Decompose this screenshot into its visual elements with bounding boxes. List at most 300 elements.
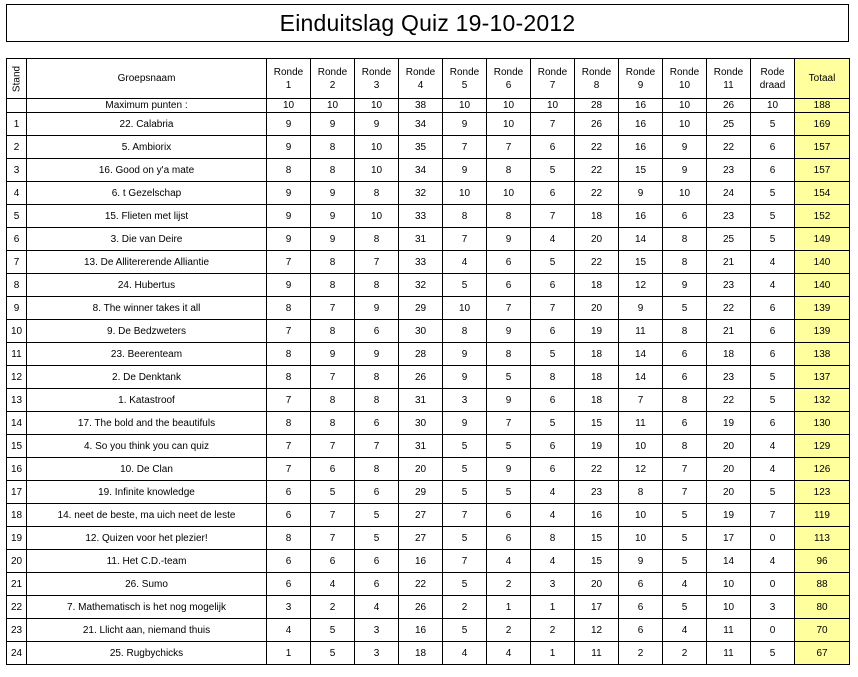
- score-cell: 4: [311, 573, 355, 596]
- stand-cell: 8: [7, 274, 27, 297]
- round-header: Ronde 9: [619, 59, 663, 99]
- score-cell: 4: [267, 619, 311, 642]
- stand-cell: 24: [7, 642, 27, 665]
- total-cell: 140: [795, 251, 850, 274]
- score-cell: 7: [267, 458, 311, 481]
- score-cell: 10: [443, 297, 487, 320]
- score-cell: 4: [531, 228, 575, 251]
- team-name-cell: 1. Katastroof: [27, 389, 267, 412]
- score-cell: 6: [531, 389, 575, 412]
- score-cell: 9: [663, 159, 707, 182]
- score-cell: 9: [487, 228, 531, 251]
- score-cell: 8: [267, 343, 311, 366]
- team-name-cell: 14. neet de beste, ma uich neet de leste: [27, 504, 267, 527]
- score-cell: 21: [707, 251, 751, 274]
- score-cell: 0: [751, 619, 795, 642]
- stand-cell: 15: [7, 435, 27, 458]
- score-cell: 6: [355, 550, 399, 573]
- score-cell: 5: [531, 343, 575, 366]
- team-name-cell: 21. Llicht aan, niemand thuis: [27, 619, 267, 642]
- score-cell: 15: [619, 251, 663, 274]
- total-cell: 152: [795, 205, 850, 228]
- score-cell: 9: [267, 274, 311, 297]
- total-cell: 126: [795, 458, 850, 481]
- score-cell: 12: [619, 274, 663, 297]
- table-row: [7, 366, 850, 389]
- score-cell: 6: [531, 274, 575, 297]
- stand-cell: 14: [7, 412, 27, 435]
- score-cell: 9: [267, 228, 311, 251]
- score-cell: 22: [575, 251, 619, 274]
- score-cell: 5: [663, 596, 707, 619]
- score-cell: 10: [487, 113, 531, 136]
- total-cell: 113: [795, 527, 850, 550]
- round-header: Ronde 3: [355, 59, 399, 99]
- score-cell: 9: [267, 205, 311, 228]
- stand-cell: 10: [7, 320, 27, 343]
- score-cell: 23: [575, 481, 619, 504]
- table-row: [7, 458, 850, 481]
- score-cell: 1: [531, 596, 575, 619]
- score-cell: 4: [663, 573, 707, 596]
- score-cell: 8: [267, 159, 311, 182]
- max-points-cell: 10: [751, 99, 795, 113]
- score-cell: 10: [663, 113, 707, 136]
- score-cell: 8: [355, 389, 399, 412]
- score-cell: 22: [707, 136, 751, 159]
- totaal-header: Totaal: [795, 59, 850, 99]
- score-cell: 6: [619, 573, 663, 596]
- score-cell: 18: [575, 389, 619, 412]
- max-points-cell: 28: [575, 99, 619, 113]
- total-cell: 139: [795, 297, 850, 320]
- score-cell: 35: [399, 136, 443, 159]
- score-cell: 8: [355, 182, 399, 205]
- header-row: [7, 59, 850, 99]
- score-cell: 29: [399, 297, 443, 320]
- table-row: [7, 573, 850, 596]
- score-cell: 7: [443, 136, 487, 159]
- score-cell: 6: [531, 182, 575, 205]
- score-cell: 33: [399, 251, 443, 274]
- score-cell: 4: [487, 642, 531, 665]
- stand-cell: 5: [7, 205, 27, 228]
- table-row: [7, 297, 850, 320]
- score-cell: 7: [619, 389, 663, 412]
- table-row: [7, 320, 850, 343]
- team-name-cell: 22. Calabria: [27, 113, 267, 136]
- table-row: [7, 389, 850, 412]
- score-cell: 16: [575, 504, 619, 527]
- score-cell: 18: [575, 366, 619, 389]
- score-cell: 9: [443, 366, 487, 389]
- round-header: Ronde 4: [399, 59, 443, 99]
- score-cell: 8: [267, 527, 311, 550]
- table-row: [7, 205, 850, 228]
- score-cell: 15: [575, 527, 619, 550]
- score-cell: 11: [707, 642, 751, 665]
- score-cell: 1: [487, 596, 531, 619]
- round-header: Ronde 1: [267, 59, 311, 99]
- score-cell: 10: [707, 573, 751, 596]
- team-name-cell: 8. The winner takes it all: [27, 297, 267, 320]
- score-cell: 0: [751, 573, 795, 596]
- score-cell: 4: [443, 642, 487, 665]
- score-cell: 6: [531, 435, 575, 458]
- score-cell: 22: [575, 458, 619, 481]
- score-cell: 10: [355, 205, 399, 228]
- score-cell: 7: [487, 297, 531, 320]
- score-cell: 6: [267, 573, 311, 596]
- score-cell: 5: [487, 435, 531, 458]
- total-cell: 132: [795, 389, 850, 412]
- score-cell: 6: [355, 412, 399, 435]
- score-cell: 1: [531, 642, 575, 665]
- score-cell: 7: [443, 550, 487, 573]
- score-cell: 5: [663, 527, 707, 550]
- score-cell: 6: [311, 458, 355, 481]
- total-cell: 138: [795, 343, 850, 366]
- max-points-cell: 10: [267, 99, 311, 113]
- score-cell: 2: [487, 573, 531, 596]
- score-cell: 31: [399, 435, 443, 458]
- score-cell: 11: [619, 320, 663, 343]
- score-cell: 7: [531, 205, 575, 228]
- score-cell: 10: [619, 527, 663, 550]
- score-cell: 18: [707, 343, 751, 366]
- stand-cell: 21: [7, 573, 27, 596]
- score-cell: 10: [663, 182, 707, 205]
- score-cell: 7: [531, 113, 575, 136]
- score-cell: 9: [619, 182, 663, 205]
- score-cell: 8: [663, 320, 707, 343]
- score-cell: 22: [575, 182, 619, 205]
- score-cell: 9: [619, 297, 663, 320]
- score-cell: 9: [487, 458, 531, 481]
- score-cell: 8: [663, 389, 707, 412]
- score-cell: 18: [575, 274, 619, 297]
- total-cell: 123: [795, 481, 850, 504]
- max-total-cell: 188: [795, 99, 850, 113]
- score-cell: 6: [751, 343, 795, 366]
- score-cell: 1: [267, 642, 311, 665]
- score-cell: 6: [663, 366, 707, 389]
- score-cell: 8: [531, 527, 575, 550]
- score-cell: 16: [619, 205, 663, 228]
- score-cell: 16: [399, 550, 443, 573]
- score-cell: 19: [575, 435, 619, 458]
- total-cell: 88: [795, 573, 850, 596]
- score-cell: 7: [355, 435, 399, 458]
- total-cell: 130: [795, 412, 850, 435]
- score-cell: 6: [267, 550, 311, 573]
- score-cell: 4: [751, 550, 795, 573]
- score-cell: 9: [663, 274, 707, 297]
- total-cell: 139: [795, 320, 850, 343]
- score-cell: 20: [707, 481, 751, 504]
- score-cell: 6: [751, 412, 795, 435]
- score-cell: 6: [355, 320, 399, 343]
- score-cell: 20: [399, 458, 443, 481]
- score-cell: 31: [399, 228, 443, 251]
- score-cell: 22: [399, 573, 443, 596]
- score-cell: 23: [707, 159, 751, 182]
- score-cell: 9: [311, 113, 355, 136]
- total-cell: 140: [795, 274, 850, 297]
- score-cell: 34: [399, 159, 443, 182]
- total-cell: 80: [795, 596, 850, 619]
- score-cell: 18: [399, 642, 443, 665]
- score-cell: 15: [619, 159, 663, 182]
- score-cell: 5: [443, 274, 487, 297]
- max-points-cell: 10: [443, 99, 487, 113]
- score-cell: 5: [443, 458, 487, 481]
- score-cell: 6: [751, 159, 795, 182]
- score-cell: 8: [443, 320, 487, 343]
- score-cell: 16: [399, 619, 443, 642]
- score-cell: 10: [487, 182, 531, 205]
- score-cell: 19: [707, 504, 751, 527]
- score-cell: 2: [443, 596, 487, 619]
- table-row: [7, 642, 850, 665]
- score-cell: 6: [267, 504, 311, 527]
- score-cell: 11: [707, 619, 751, 642]
- score-cell: 20: [575, 573, 619, 596]
- score-cell: 8: [531, 366, 575, 389]
- stand-cell: 18: [7, 504, 27, 527]
- table-row: [7, 159, 850, 182]
- stand-cell: 16: [7, 458, 27, 481]
- table-row: [7, 435, 850, 458]
- score-cell: 6: [663, 412, 707, 435]
- score-cell: 20: [707, 458, 751, 481]
- score-cell: 27: [399, 527, 443, 550]
- max-points-cell: 10: [311, 99, 355, 113]
- score-cell: 12: [575, 619, 619, 642]
- score-cell: 7: [267, 389, 311, 412]
- max-points-label: Maximum punten :: [27, 99, 267, 113]
- stand-cell: 17: [7, 481, 27, 504]
- score-cell: 9: [267, 113, 311, 136]
- round-header: Ronde 6: [487, 59, 531, 99]
- stand-cell: 19: [7, 527, 27, 550]
- team-name-cell: 2. De Denktank: [27, 366, 267, 389]
- stand-cell: 4: [7, 182, 27, 205]
- score-cell: 16: [619, 136, 663, 159]
- score-cell: 23: [707, 274, 751, 297]
- score-cell: 24: [707, 182, 751, 205]
- max-points-cell: 10: [531, 99, 575, 113]
- score-cell: 5: [751, 113, 795, 136]
- score-cell: 10: [707, 596, 751, 619]
- total-cell: 129: [795, 435, 850, 458]
- score-cell: 10: [619, 504, 663, 527]
- score-cell: 4: [487, 550, 531, 573]
- score-cell: 4: [663, 619, 707, 642]
- score-cell: 30: [399, 320, 443, 343]
- team-name-cell: 23. Beerenteam: [27, 343, 267, 366]
- score-cell: 9: [487, 389, 531, 412]
- score-cell: 4: [751, 458, 795, 481]
- score-cell: 14: [619, 228, 663, 251]
- table-row: [7, 596, 850, 619]
- score-cell: 20: [575, 228, 619, 251]
- total-cell: 67: [795, 642, 850, 665]
- score-cell: 8: [663, 251, 707, 274]
- score-cell: 16: [619, 113, 663, 136]
- score-cell: 8: [267, 366, 311, 389]
- score-cell: 26: [575, 113, 619, 136]
- score-cell: 5: [531, 159, 575, 182]
- score-cell: 9: [663, 136, 707, 159]
- score-cell: 7: [355, 251, 399, 274]
- score-cell: 7: [311, 366, 355, 389]
- score-cell: 5: [531, 412, 575, 435]
- score-cell: 5: [487, 481, 531, 504]
- score-cell: 9: [311, 228, 355, 251]
- score-cell: 6: [267, 481, 311, 504]
- score-cell: 2: [663, 642, 707, 665]
- score-cell: 10: [443, 182, 487, 205]
- score-cell: 8: [267, 297, 311, 320]
- score-cell: 20: [575, 297, 619, 320]
- score-cell: 9: [487, 320, 531, 343]
- stand-cell: 23: [7, 619, 27, 642]
- team-name-cell: 3. Die van Deire: [27, 228, 267, 251]
- team-name-cell: 13. De Allitererende Alliantie: [27, 251, 267, 274]
- score-cell: 10: [355, 159, 399, 182]
- total-cell: 137: [795, 366, 850, 389]
- score-cell: 7: [663, 481, 707, 504]
- score-cell: 9: [443, 412, 487, 435]
- score-cell: 7: [267, 435, 311, 458]
- score-cell: 22: [707, 297, 751, 320]
- score-cell: 11: [619, 412, 663, 435]
- table-row: [7, 550, 850, 573]
- table-row: [7, 481, 850, 504]
- stand-cell: 11: [7, 343, 27, 366]
- team-name-cell: 7. Mathematisch is het nog mogelijk: [27, 596, 267, 619]
- score-cell: 5: [355, 504, 399, 527]
- score-cell: 2: [311, 596, 355, 619]
- score-cell: 3: [355, 642, 399, 665]
- score-cell: 6: [487, 251, 531, 274]
- table-row: [7, 504, 850, 527]
- score-cell: 5: [443, 573, 487, 596]
- score-cell: 23: [707, 205, 751, 228]
- score-cell: 8: [311, 274, 355, 297]
- table-row: [7, 228, 850, 251]
- score-cell: 18: [575, 343, 619, 366]
- score-cell: 22: [575, 136, 619, 159]
- score-cell: 22: [707, 389, 751, 412]
- score-cell: 8: [487, 205, 531, 228]
- score-cell: 6: [487, 527, 531, 550]
- score-cell: 9: [311, 205, 355, 228]
- score-cell: 5: [751, 642, 795, 665]
- score-cell: 21: [707, 320, 751, 343]
- score-cell: 6: [531, 136, 575, 159]
- round-header: Ronde 5: [443, 59, 487, 99]
- score-cell: 5: [663, 550, 707, 573]
- max-points-row: [7, 99, 850, 113]
- score-cell: 5: [443, 481, 487, 504]
- team-name-cell: 11. Het C.D.-team: [27, 550, 267, 573]
- score-cell: 5: [663, 297, 707, 320]
- score-cell: 5: [487, 366, 531, 389]
- total-cell: 70: [795, 619, 850, 642]
- stand-cell: 20: [7, 550, 27, 573]
- score-cell: 7: [311, 297, 355, 320]
- score-cell: 6: [751, 320, 795, 343]
- score-cell: 0: [751, 527, 795, 550]
- score-cell: 7: [487, 412, 531, 435]
- table-row: [7, 343, 850, 366]
- score-cell: 8: [355, 228, 399, 251]
- table-row: [7, 251, 850, 274]
- table-row: [7, 182, 850, 205]
- score-cell: 8: [311, 159, 355, 182]
- score-cell: 6: [751, 136, 795, 159]
- score-cell: 8: [355, 274, 399, 297]
- score-cell: 7: [267, 251, 311, 274]
- team-name-cell: 16. Good on y'a mate: [27, 159, 267, 182]
- score-cell: 22: [575, 159, 619, 182]
- score-cell: 23: [707, 366, 751, 389]
- score-cell: 32: [399, 182, 443, 205]
- score-cell: 2: [487, 619, 531, 642]
- max-points-cell: 10: [487, 99, 531, 113]
- stand-cell: 1: [7, 113, 27, 136]
- score-cell: 26: [399, 596, 443, 619]
- score-cell: 5: [751, 389, 795, 412]
- score-cell: 5: [663, 504, 707, 527]
- score-cell: 31: [399, 389, 443, 412]
- score-cell: 2: [531, 619, 575, 642]
- score-cell: 3: [267, 596, 311, 619]
- score-cell: 12: [619, 458, 663, 481]
- score-cell: 15: [575, 412, 619, 435]
- score-cell: 5: [751, 182, 795, 205]
- score-cell: 6: [355, 573, 399, 596]
- score-cell: 2: [619, 642, 663, 665]
- score-cell: 27: [399, 504, 443, 527]
- score-cell: 8: [311, 389, 355, 412]
- score-cell: 5: [751, 481, 795, 504]
- table-row: [7, 527, 850, 550]
- score-cell: 8: [267, 412, 311, 435]
- score-cell: 25: [707, 113, 751, 136]
- page-title: Einduitslag Quiz 19-10-2012: [6, 4, 849, 42]
- score-cell: 30: [399, 412, 443, 435]
- score-cell: 3: [531, 573, 575, 596]
- score-cell: 6: [487, 504, 531, 527]
- score-cell: 4: [751, 435, 795, 458]
- score-cell: 4: [531, 481, 575, 504]
- groepsnaam-header: Groepsnaam: [27, 59, 267, 99]
- table-row: [7, 619, 850, 642]
- team-name-cell: 9. De Bedzweters: [27, 320, 267, 343]
- score-cell: 14: [707, 550, 751, 573]
- stand-cell: 2: [7, 136, 27, 159]
- total-cell: 169: [795, 113, 850, 136]
- score-cell: 9: [443, 113, 487, 136]
- score-cell: 4: [751, 274, 795, 297]
- max-points-cell: 16: [619, 99, 663, 113]
- score-cell: 14: [619, 343, 663, 366]
- stand-header: [7, 59, 27, 99]
- score-cell: 7: [531, 297, 575, 320]
